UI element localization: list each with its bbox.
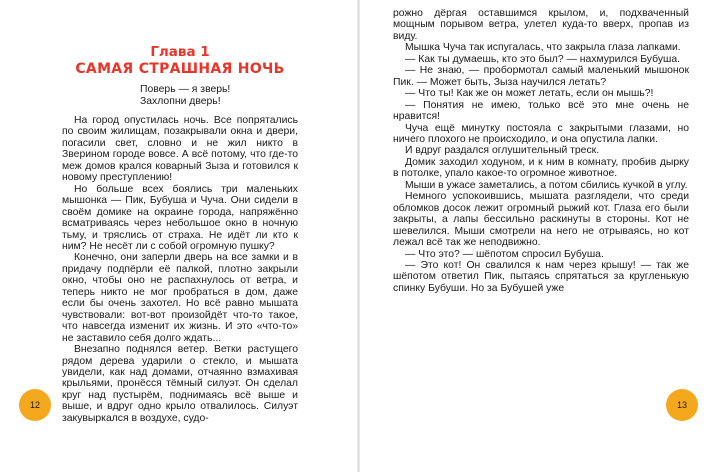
paragraph: И вдруг раздался оглушительный треск. [405, 145, 600, 157]
paragraph: Внезапно поднялся ветер. Ветки растущего рядом дерева ударили о стекло, и мышата увидели, как над домами, отчаянно взмахивая крыльями, пронёсся тёмный силуэт. Он сделал круг над пустырём, поднимаясь всё выше и выше, и вдруг одно крыло отвалилось. Силуэт закувыркался в воздухе, судо- [62, 344, 298, 424]
right-page [359, 0, 718, 472]
left-text-column [62, 115, 298, 424]
epigraph-line: Захлопни дверь! [140, 95, 221, 107]
right-text-column [393, 8, 689, 294]
paragraph: Чуча ещё минутку постояла с закрытыми глазами, но ничего плохого не происходило, и она опустила лапки. [393, 122, 689, 145]
paragraph: Домик заходил ходуном, и к ним в комнату, пробив дырку в потолке, упало какое-то огромное животное. [393, 156, 689, 180]
chapter-heading [62, 44, 298, 78]
paragraph: — Это кот! Он свалился к нам через крышу! — так же шёпотом ответил Пик, пытаясь спрятаться за кругленькую спинку Бубуши. Но за Бубушей уже [393, 259, 689, 294]
paragraph: рожно дёргая оставшимся крылом, и, подхваченный мощным порывом ветра, улетел куда-то вверх, пропав из виду. [393, 8, 689, 42]
page-number-badge: 13 [666, 389, 698, 421]
paragraph: На город опустилась ночь. Все попрятались по своим жилищам, позакрывали окна и двери, погасили свет, словно и не жил никто в Зверином городе вовсе. А всё потому, что где-то меж домов крался коварный Зыза и готовился к новому преступлению! [62, 115, 298, 184]
paragraph: — Что ты! Как же он может летать, если он мышь?! [405, 88, 654, 100]
paragraph: — Что это? — шёпотом спросил Бубуша. [405, 248, 604, 260]
page-number-badge: 12 [19, 389, 51, 421]
epigraph-line: Поверь — я зверь! [140, 84, 231, 95]
chapter-title: САМАЯ СТРАШНАЯ НОЧЬ [75, 61, 285, 77]
chapter-number: Глава 1 [150, 44, 210, 60]
paragraph: — Как ты думаешь, кто это был? — нахмурился Бубуша. [405, 53, 681, 65]
paragraph: Мышка Чуча так испугалась, что закрыла глаза лапками. [405, 42, 681, 54]
paragraph: — Понятия не имею, только всё это мне очень не нравится! [393, 99, 689, 123]
paragraph: Мыши в ужасе заметались, а потом сбились кучкой в углу. [405, 179, 688, 191]
paragraph: Но больше всех боялись три маленьких мышонка — Пик, Бубуша и Чуча. Они сидели в своём домике на окраине города, напряжённо всматриваясь через небольшое окно в ночную тьму, и тряслись от страха. Не идёт ли кто к ним? Не несёт ли с собой огромную пушку? [62, 183, 298, 252]
paragraph: Конечно, они заперли дверь на все замки и в придачу подпёрли её палкой, плотно закрыли окно, чтобы оно не распахнулось от ветра, и теперь никто не мог пробраться в дом, даже если бы очень захотел. Но всё равно мышата чувствовали: вот-вот произойдёт что-то такое, что навсегда изменит их жизнь. И это «что-то» не заставило себя долго ждать... [62, 252, 298, 344]
epigraph [140, 84, 290, 107]
paragraph: — Не знаю, — пробормотал самый маленький мышонок Пик. — Может быть, Зыза научился летать? [393, 65, 689, 88]
paragraph: Немного успокоившись, мышата разглядели, что среди обломков досок лежит огромный рыжий кот. Глаза его были закрыты, а лапы бессильно раскинуты в стороны. Кот не шевелился. Мыши смотрели на него не отрываясь, но кот лежал всё так же неподвижно. [393, 191, 689, 249]
